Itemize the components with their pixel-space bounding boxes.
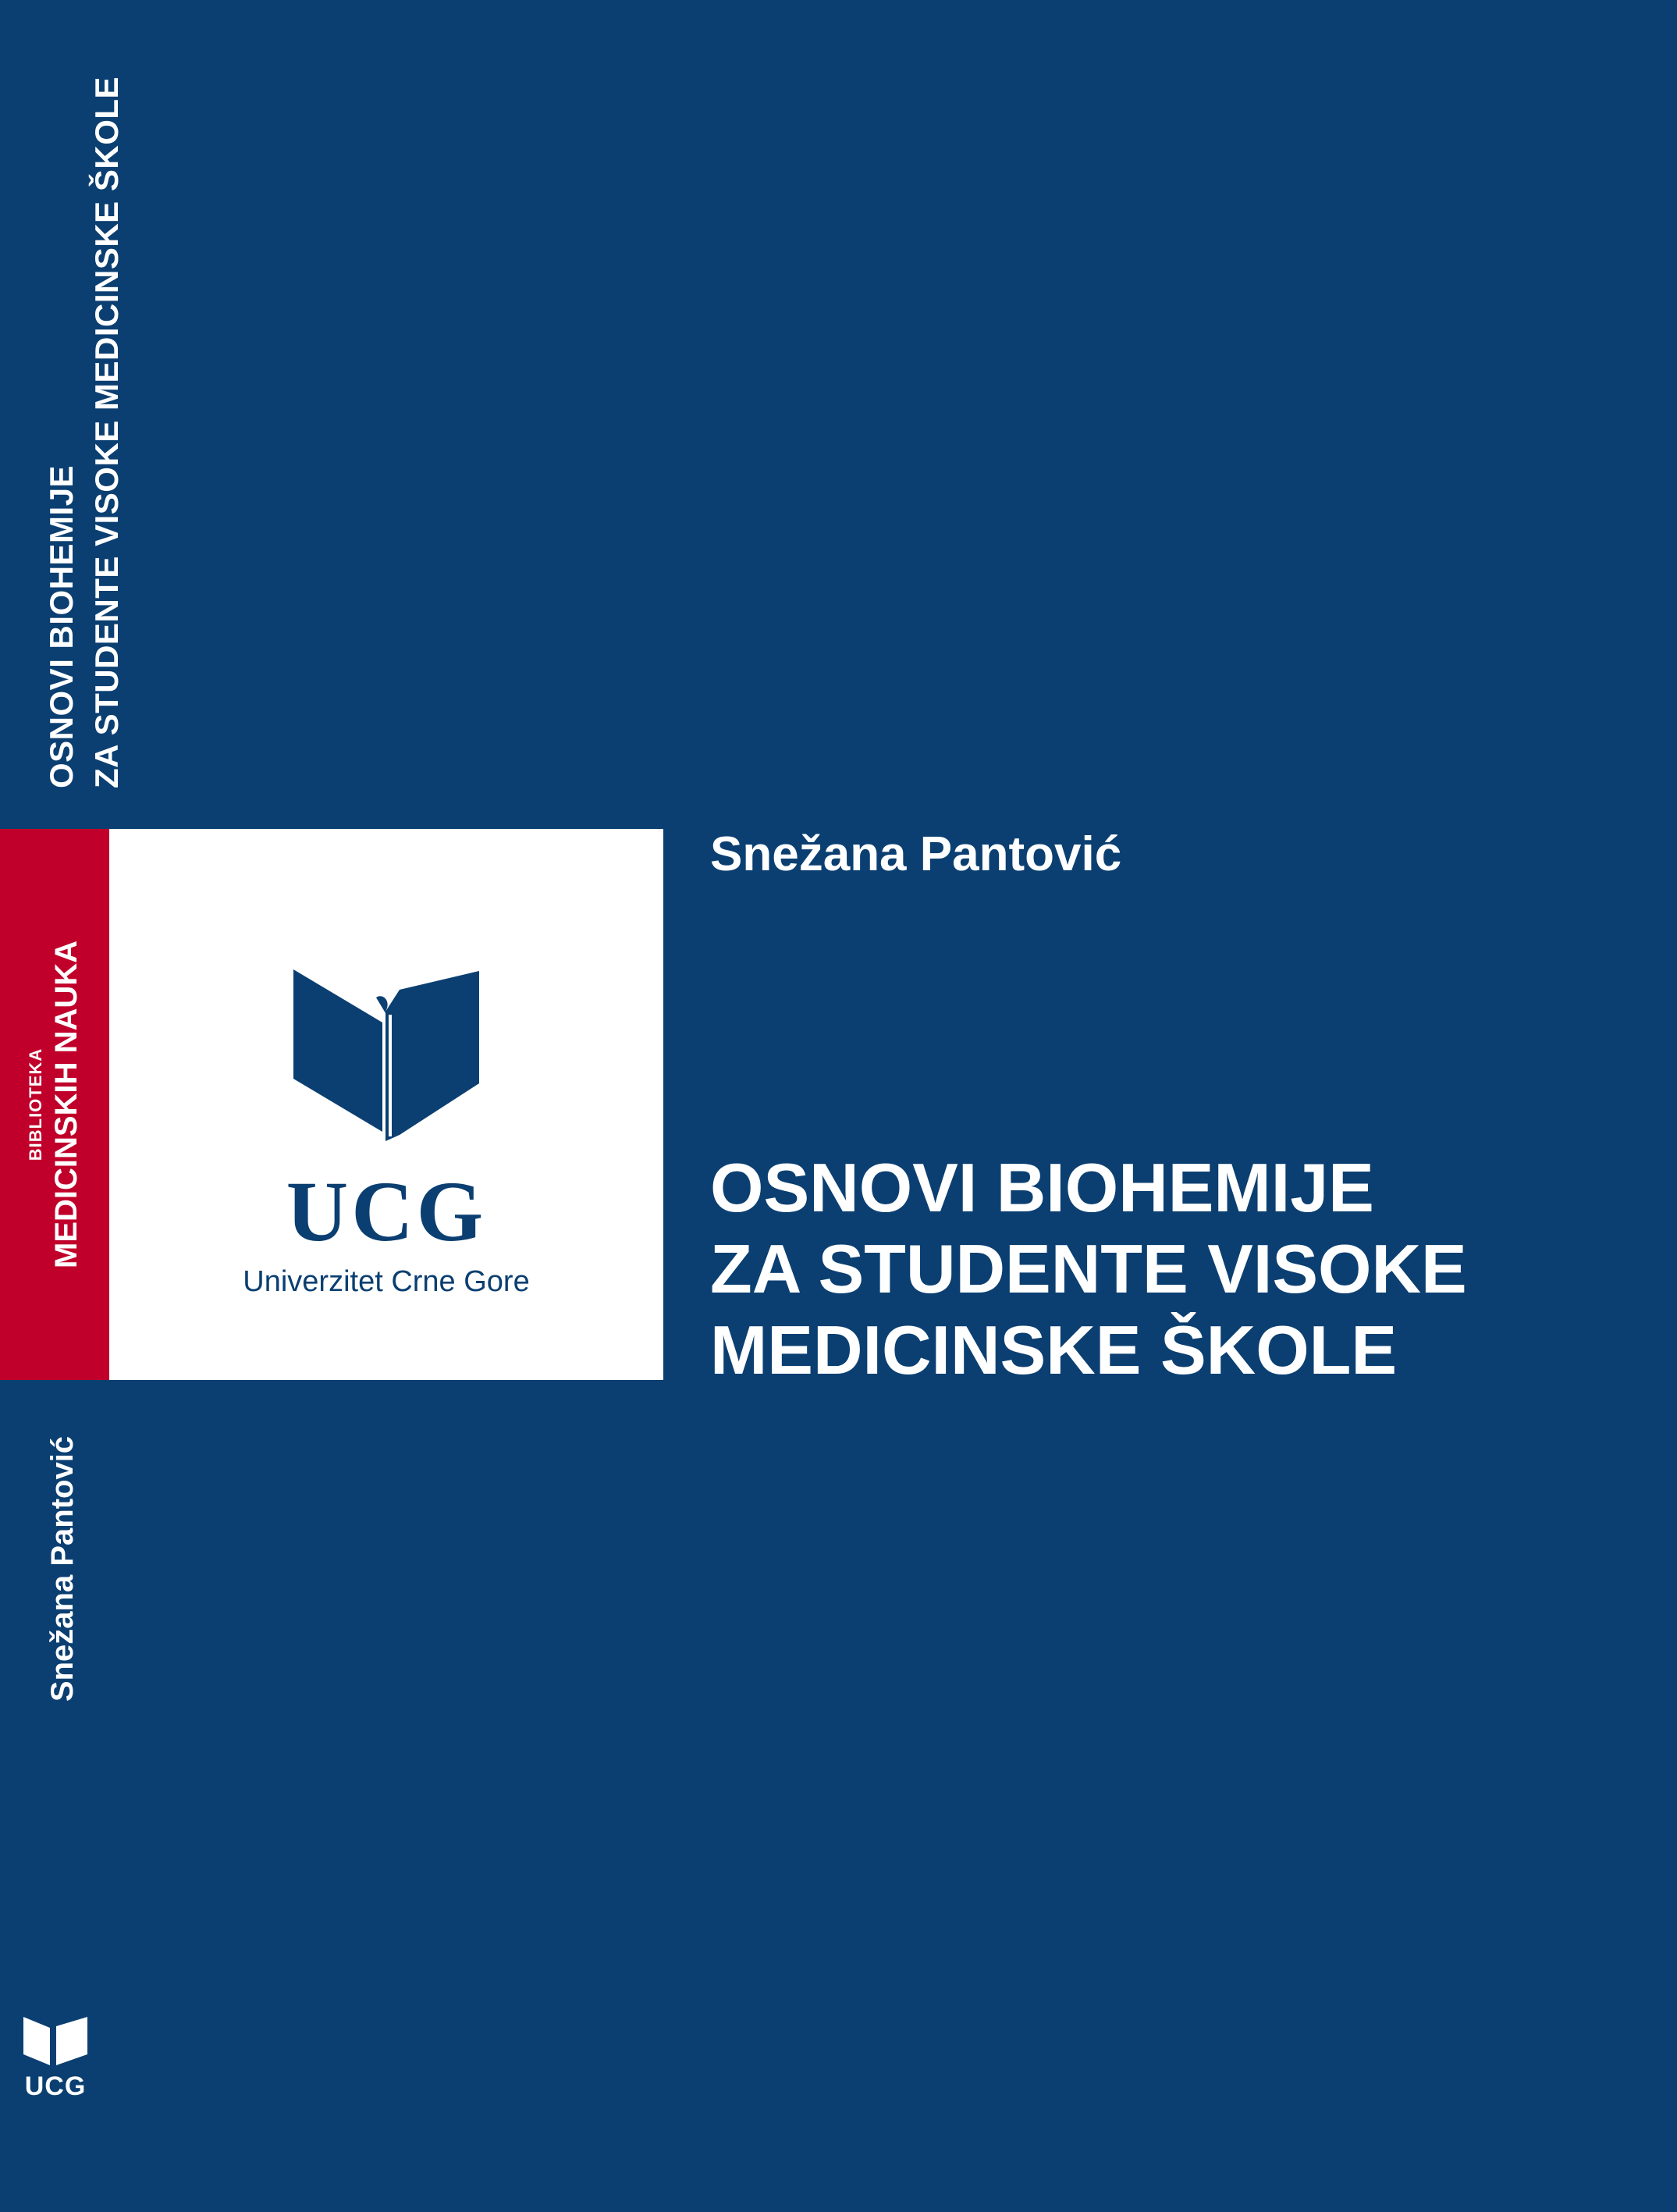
series-label-small: BIBLIOTEKA — [26, 1047, 45, 1161]
logo-university-name: Univerzitet Crne Gore — [243, 1265, 530, 1298]
title-line-3: MEDICINSKE ŠKOLE — [710, 1311, 1398, 1389]
logo-abbreviation: UCG — [286, 1164, 487, 1259]
series-label-big: MEDICINSKIH NAUKA — [49, 941, 83, 1268]
spine-title-line-2: ZA STUDENTE VISOKE MEDICINSKE ŠKOLE — [88, 76, 125, 788]
book-title — [710, 1147, 1467, 1391]
spine-logo-label: UCG — [24, 2072, 87, 2101]
spine-title-line-1: OSNOVI BIOHEMIJE — [43, 464, 80, 788]
open-book-icon — [290, 966, 482, 1169]
author-name: Snežana Pantović — [710, 827, 1122, 881]
spine-author: Snežana Pantović — [45, 1435, 80, 1702]
title-line-2: ZA STUDENTE VISOKE — [710, 1230, 1467, 1307]
logo-panel — [109, 829, 663, 1380]
spine-series-band — [0, 829, 109, 1380]
spine-series — [0, 829, 109, 1380]
spine-logo — [20, 2014, 91, 2102]
title-line-1: OSNOVI BIOHEMIJE — [710, 1149, 1374, 1226]
book-icon — [20, 2014, 91, 2068]
spine-title — [39, 76, 133, 788]
